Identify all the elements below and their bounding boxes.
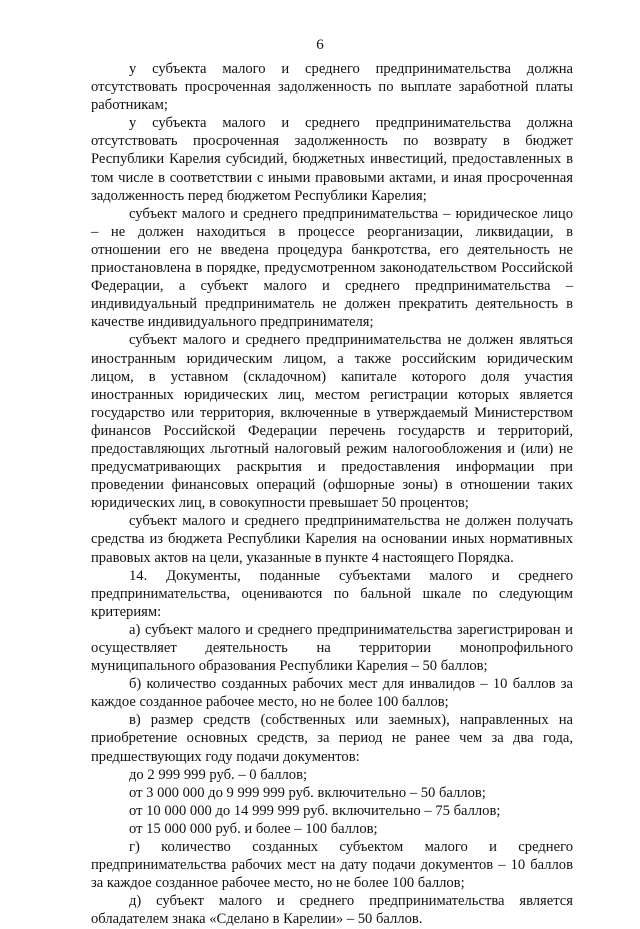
range-line: от 10 000 000 до 14 999 999 руб. включительно – 75 баллов; [129, 802, 501, 819]
paragraph-wage-debt: у субъекта малого и среднего предпринимательства должна отсутствовать просроченная задолженность по выплате заработной платы работникам; [91, 61, 573, 114]
criterion-c: в) размер средств (собственных или заемных), направленных на приобретение основных средств, за период не ранее чем за два года, предшествующих году подачи документов: [91, 712, 573, 765]
paragraph-foreign-entity: субъект малого и среднего предпринимательства не должен являться иностранным юридическим лицом, а также российским юридическим лицом, в уставном (складочном) капитале которого доля участия иностранных юридических лиц, местом регистрации которых является государство или территория, включенные в утверждаемый Министерством финансов Российской Федерации перечень государств и территорий, предоставляющих льготный налоговый режим налогообложения и (или) не предусматривающих раскрытия и предоставления информации при проведении финансовых операций (офшорные зоны) в отношении таких юридических лиц, в совокупности превышает 50 процентов; [91, 332, 573, 512]
range-line: от 3 000 000 до 9 999 999 руб. включительно – 50 баллов; [129, 784, 486, 801]
range-line: до 2 999 999 руб. – 0 баллов; [129, 766, 308, 783]
paragraph-reorganization: субъект малого и среднего предпринимательства – юридическое лицо – не должен находиться в процессе реорганизации, ликвидации, в отношении его не введена процедура банкротства, его деятельность не приостановлена в порядке, предусмотренном законодательством Российской Федерации, а субъект малого и среднего предпринимательства – индивидуальный предприниматель не должен прекратить деятельность в качестве индивидуального предпринимателя; [91, 205, 573, 331]
paragraph-other-funds: субъект малого и среднего предпринимательства не должен получать средства из бюджета Республики Карелия на основании иных нормативных правовых актов на цели, указанные в пункте 4 настоящего Порядка. [91, 513, 573, 566]
range-line: от 15 000 000 руб. и более – 100 баллов; [129, 820, 378, 837]
criterion-a: а) субъект малого и среднего предпринимательства зарегистрирован и осуществляет деятельность на территории монопрофильного муниципального образования Республики Карелия – 50 баллов; [91, 621, 573, 675]
criterion-d: д) субъект малого и среднего предпринимательства является обладателем знака «Сделано в Карелии» – 50 баллов. [91, 893, 573, 928]
criterion-g: г) количество созданных субъектом малого и среднего предпринимательства рабочих мест на дату подачи документов – 10 баллов за каждое созданное рабочее место, но не более 100 баллов; [91, 839, 573, 892]
criterion-b: б) количество созданных рабочих мест для инвалидов – 10 баллов за каждое созданное рабочее место, но не более 100 баллов; [91, 676, 573, 711]
paragraph-budget-debt: у субъекта малого и среднего предпринимательства должна отсутствовать просроченная задолженность по возврату в бюджет Республики Карелия субсидий, бюджетных инвестиций, предоставленных в том числе в соответствии с иными правовыми актами, и иная просроченная задолженность перед бюджетом Республики Карелия; [91, 115, 573, 204]
document-body [91, 60, 573, 929]
paragraph-item-14: 14. Документы, поданные субъектами малого и среднего предпринимательства, оцениваются по бальной шкале по следующим критериям: [91, 567, 573, 620]
page-number: 6 [316, 37, 324, 53]
